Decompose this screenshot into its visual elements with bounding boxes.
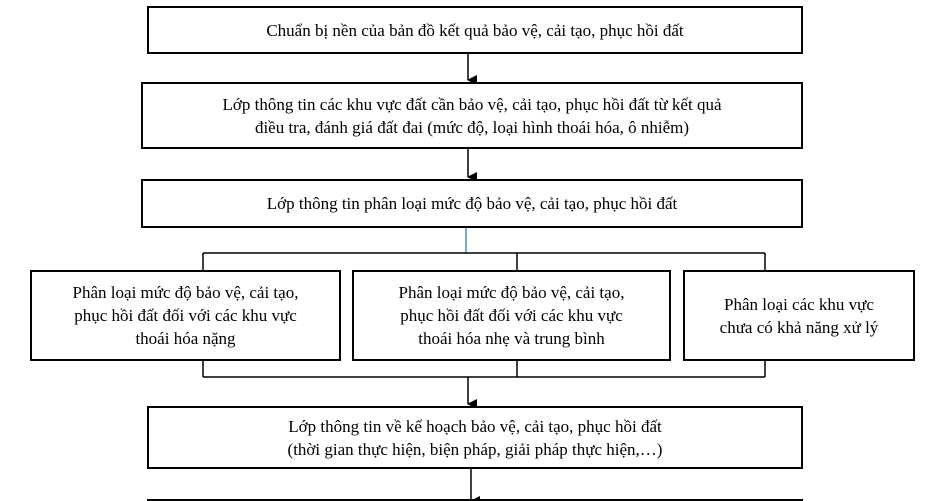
base-map-box: [147, 6, 803, 54]
severe-line2: phục hồi đất đối với các khu vực: [74, 306, 297, 325]
severe-line3: thoái hóa nặng: [135, 329, 236, 348]
base-map-text: Chuẩn bị nền của bản đồ kết quả bảo vệ, cải tạo, phục hồi đất: [266, 20, 684, 40]
plan-info-box: [147, 406, 803, 469]
plan-info-line2: (thời gian thực hiện, biện pháp, giải pháp thực hiện,…): [287, 439, 663, 459]
classification-info-text: Lớp thông tin phân loại mức độ bảo vệ, cải tạo, phục hồi đất: [266, 194, 678, 213]
untreatable-line2: chưa có khả năng xử lý: [719, 317, 879, 337]
plan-info-line1: Lớp thông tin về kế hoạch bảo vệ, cải tạo, phục hồi đất: [288, 416, 662, 436]
mild-medium-degradation-box: [352, 270, 671, 361]
area-info-line1: Lớp thông tin các khu vực đất cần bảo vệ, cải tạo, phục hồi đất từ kết quả: [222, 94, 722, 114]
classification-info-box: [141, 179, 803, 228]
mild-medium-line1: Phân loại mức độ bảo vệ, cải tạo,: [398, 283, 625, 302]
area-info-box: [141, 82, 803, 149]
mild-medium-line2: phục hồi đất đối với các khu vực: [400, 306, 623, 325]
severe-line1: Phân loại mức độ bảo vệ, cải tạo,: [72, 283, 299, 302]
untreatable-line1: Phân loại các khu vực: [724, 294, 874, 314]
area-info-line2: điều tra, đánh giá đất đai (mức độ, loại hình thoái hóa, ô nhiễm): [254, 117, 690, 137]
mild-medium-line3: thoái hóa nhẹ và trung bình: [418, 329, 605, 348]
untreatable-areas-box: [683, 270, 915, 361]
severe-degradation-box: [30, 270, 341, 361]
